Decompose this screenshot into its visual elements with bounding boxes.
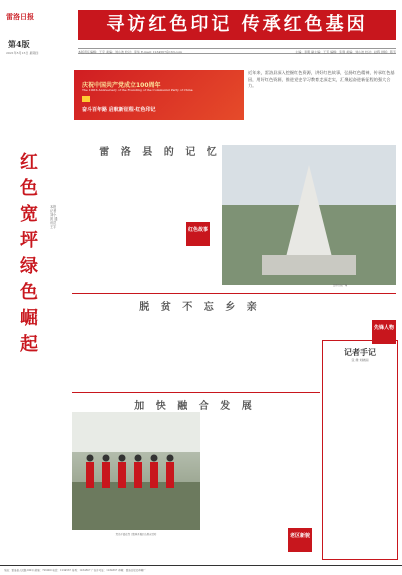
editor-line — [78, 48, 396, 54]
article-text-block — [240, 312, 318, 387]
banner-english: The 100th Anniversary of the Founding of the Communist Party of China — [82, 88, 193, 92]
byline: 本报记者 刘小波 通讯员 王宇 — [50, 205, 58, 229]
section-badge-3: 老区新貌 — [288, 528, 312, 552]
banner-title: 庆祝中国共产党成立100周年 — [82, 82, 161, 89]
group-activity-photo — [72, 412, 200, 530]
article-text-block — [204, 412, 316, 522]
page-number: 第4版 — [8, 39, 30, 49]
section-title-1: 雷 洛 县 的 记 忆 — [99, 147, 221, 158]
photo-caption-1: 宽坪红色广场 — [332, 284, 348, 287]
article-text-block — [72, 158, 147, 288]
section-title-2: 脱 贫 不 忘 乡 亲 — [139, 302, 261, 313]
newspaper-logo: 雷洛日报 — [6, 12, 34, 21]
editor-line-left: 本版责任编辑：王宇 美编：刘小波 校对：李华 E-mail: 1234567@163.com — [78, 50, 183, 54]
article-text-block — [326, 366, 394, 556]
reporter-notes-title: 记者手记 — [344, 348, 376, 357]
photo-caption-3: 党员干部在烈士陵园开展红色教育活动 — [115, 533, 157, 536]
memorial-monument-icon — [222, 145, 396, 285]
editor-line-right: 主编：李明 副主编：王芳 编辑：张强 美编：刘小波 校对：赵辉 排版：陈芳 — [295, 50, 396, 54]
article-text-block — [72, 312, 152, 387]
intro-paragraph: 近年来，雷洛县深入挖掘红色资源，讲好红色故事，弘扬红色精神，传承红色基因，用好红色资源，推进党史学习教育走深走实，汇聚起奋进新征程的强大合力。 — [248, 70, 395, 88]
article-text-block — [8, 538, 318, 562]
reporter-notes-author: 张 健 刘晓丽 — [351, 358, 369, 362]
anniversary-banner — [74, 70, 244, 120]
section-title-3: 加 快 融 合 发 展 — [134, 401, 256, 412]
vertical-headline: 红色宽坪绿色崛起 — [20, 152, 38, 355]
group-people-icon — [72, 412, 200, 530]
page-headline: 寻访红色印记 传承红色基因 — [78, 10, 396, 40]
banner-slogan: 奋斗百年路 启航新征程·红色印记 — [82, 107, 156, 113]
divider — [72, 293, 396, 294]
masthead — [0, 0, 402, 64]
party-emblem-icon — [82, 96, 90, 102]
memorial-photo — [222, 145, 396, 285]
divider — [72, 392, 320, 393]
issue-date: 2021年5月13日 星期四 — [6, 51, 39, 55]
section-badge-1: 红色故事 — [186, 222, 210, 246]
article-text-block — [156, 312, 236, 387]
page-footer: 地址：雷洛县人民路100号 邮编：726000 电话：1234567 传真：1234567 广告许可证：1234567 印刷：雷洛日报社印刷厂 — [0, 565, 402, 575]
section-badge-2: 先锋人物 — [372, 320, 396, 344]
